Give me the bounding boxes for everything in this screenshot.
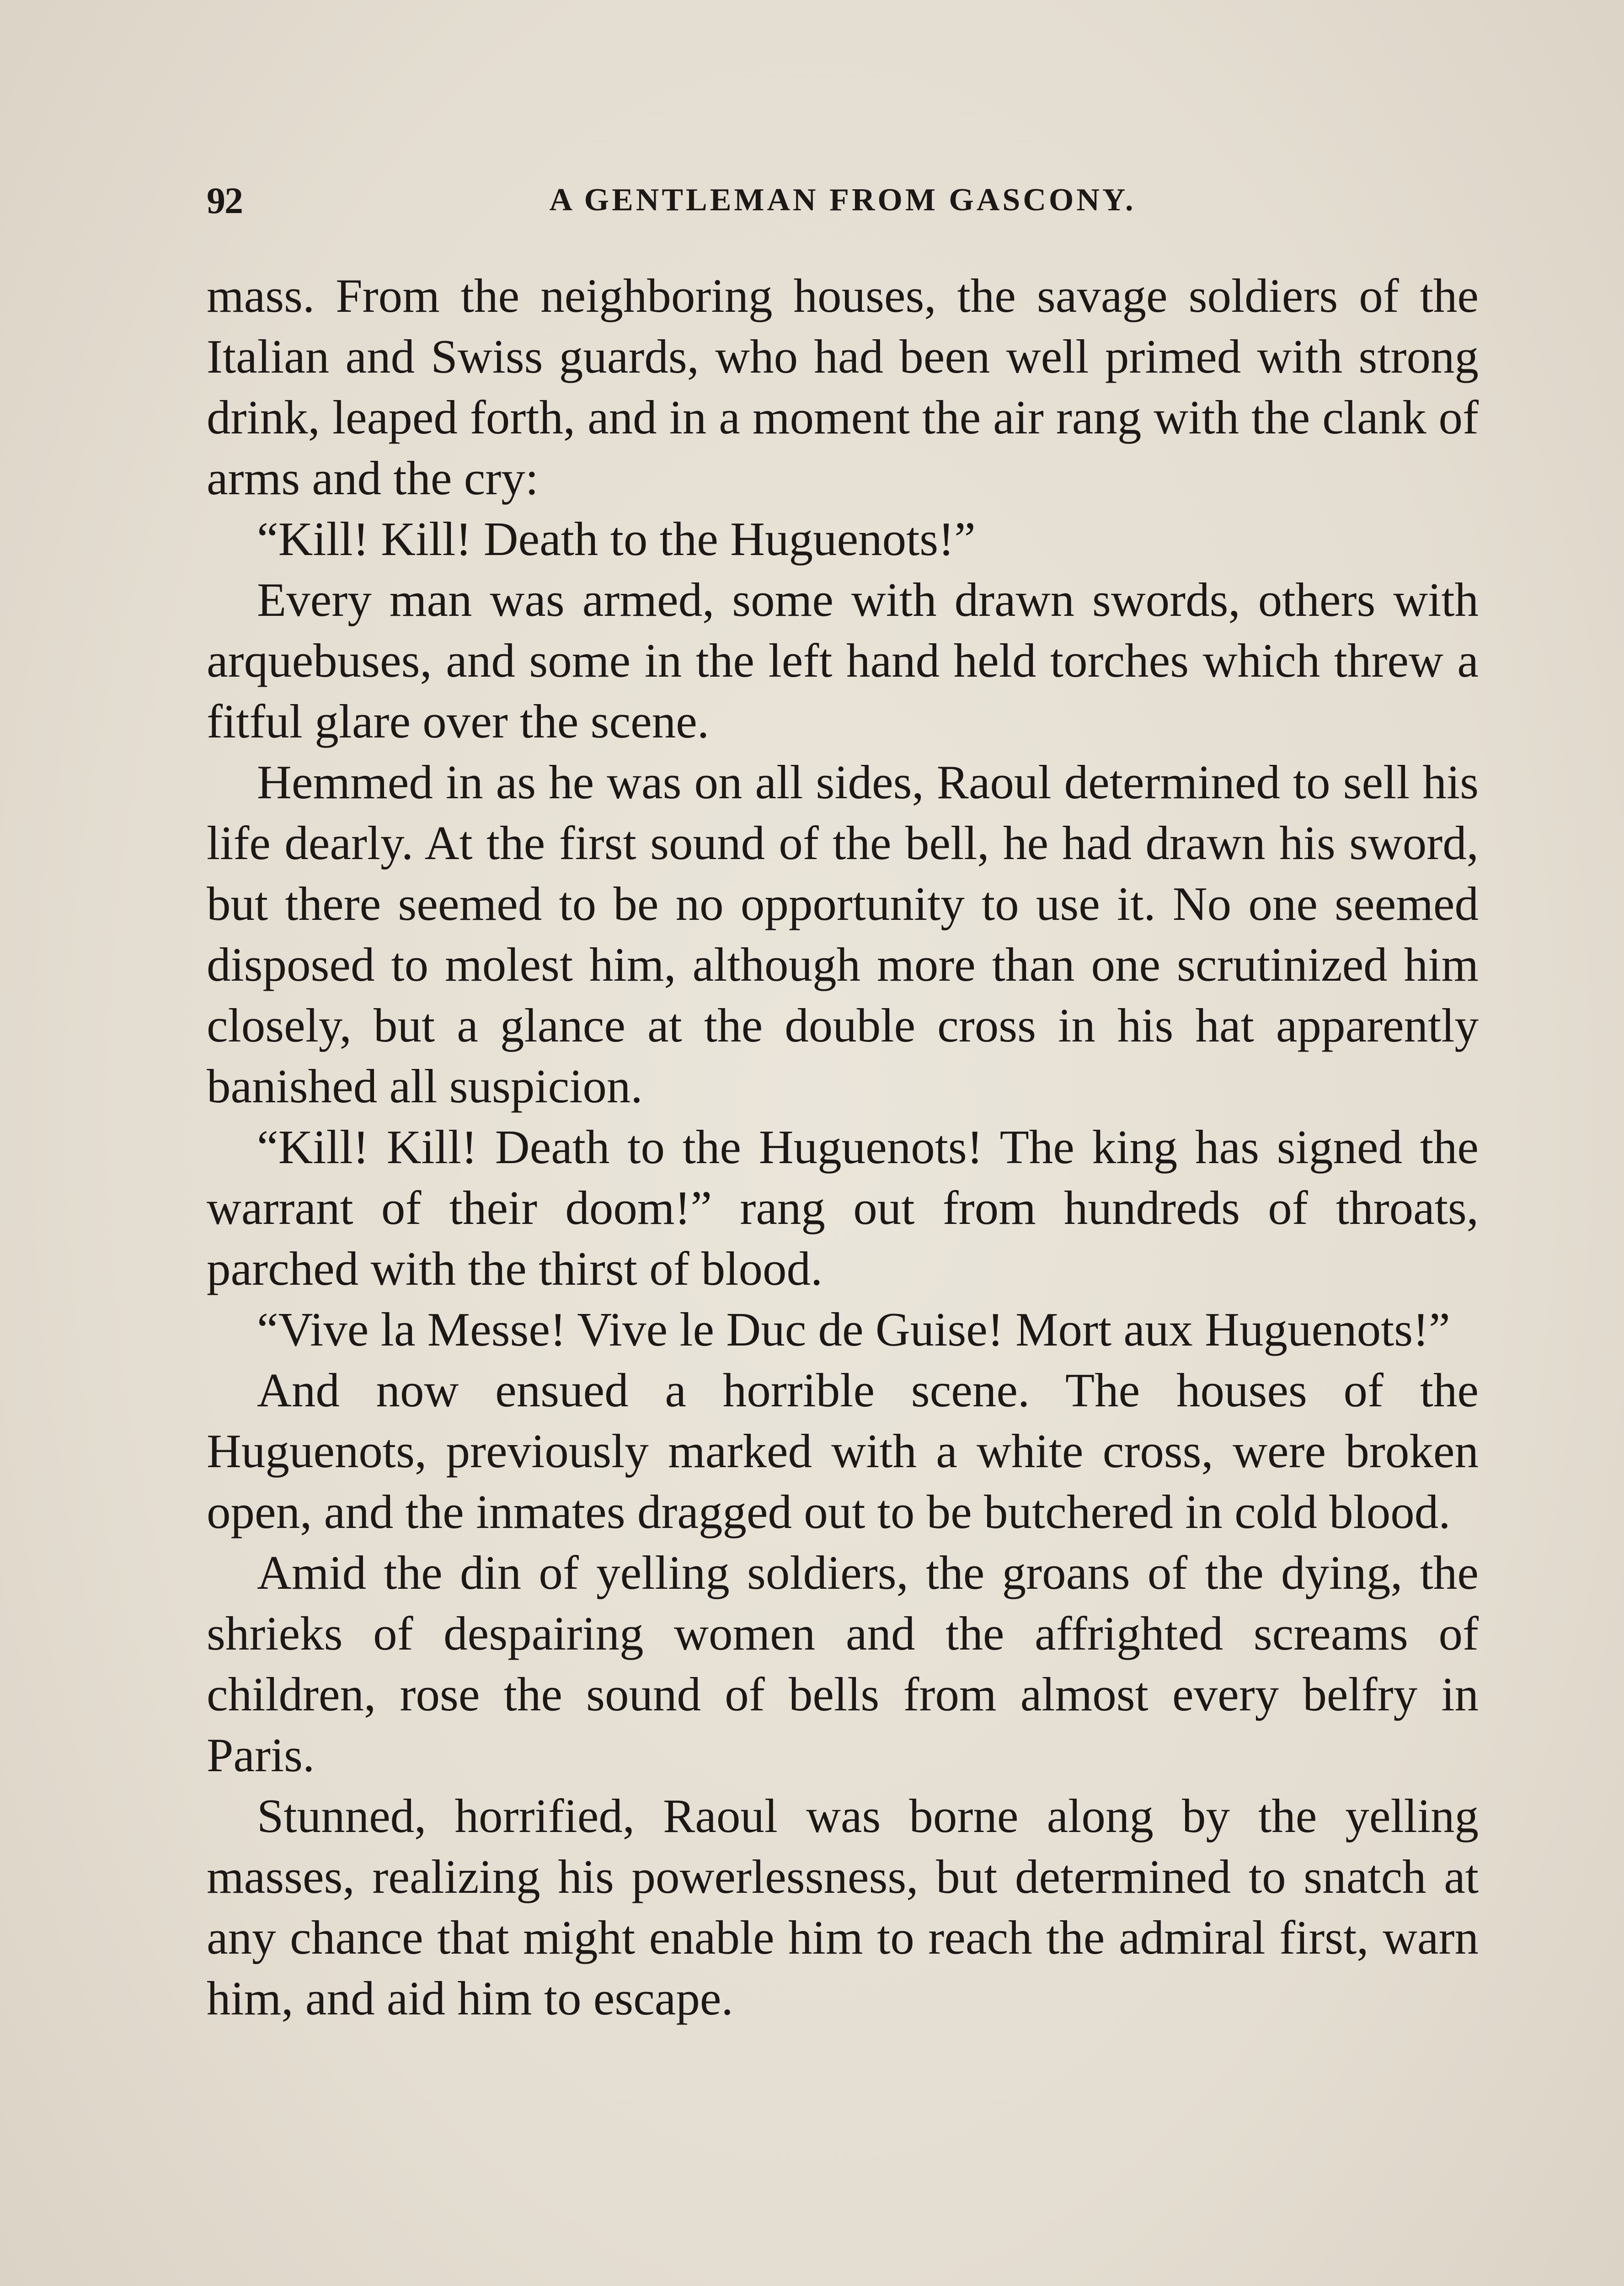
page-number: 92 (207, 180, 242, 221)
running-title: A GENTLEMAN FROM GASCONY. (549, 182, 1136, 218)
paragraph-3: Every man was armed, some with drawn swords, others with arquebuses, and some in the left hand held torches which threw a fitful glare over the scene. (207, 573, 1479, 748)
page-header (207, 174, 1479, 229)
paragraph-9: Stunned, horrified, Raoul was borne along by the yelling masses, realizing his powerlessness, but determined to snatch at any chance that might enable him to reach the admiral first, warn him, and aid him to escape. (207, 1789, 1479, 2025)
paragraph-5: “Kill! Kill! Death to the Huguenots! The king has signed the warrant of their doom!” rang out from hundreds of throats, parched with the thirst of blood. (207, 1120, 1479, 1295)
paragraph-1: mass. From the neighboring houses, the savage soldiers of the Italian and Swiss guards, who had been well primed with strong drink, leaped forth, and in a moment the air rang with the clank of arms and the cry: (207, 269, 1479, 505)
paragraph-4: Hemmed in as he was on all sides, Raoul determined to sell his life dearly. At the first sound of the bell, he had drawn his sword, but there seemed to be no opportunity to use it. No one seemed disposed to molest him, although more than one scrutinized him closely, but a glance at the double cross in his hat apparently banished all suspicion. (207, 755, 1479, 1113)
paragraph-7: And now ensued a horrible scene. The houses of the Huguenots, previously marked with a white cross, were broken open, and the inmates dragged out to be butchered in cold blood. (207, 1363, 1479, 1538)
paragraph-8: Amid the din of yelling soldiers, the groans of the dying, the shrieks of despairing women and the affrighted screams of children, rose the sound of bells from almost every belfry in Paris. (207, 1546, 1479, 1782)
paragraph-6: “Vive la Messe! Vive le Duc de Guise! Mort aux Huguenots!” (257, 1303, 1450, 1356)
body-text (207, 265, 1479, 2286)
paragraph-2: “Kill! Kill! Death to the Huguenots!” (257, 512, 976, 566)
